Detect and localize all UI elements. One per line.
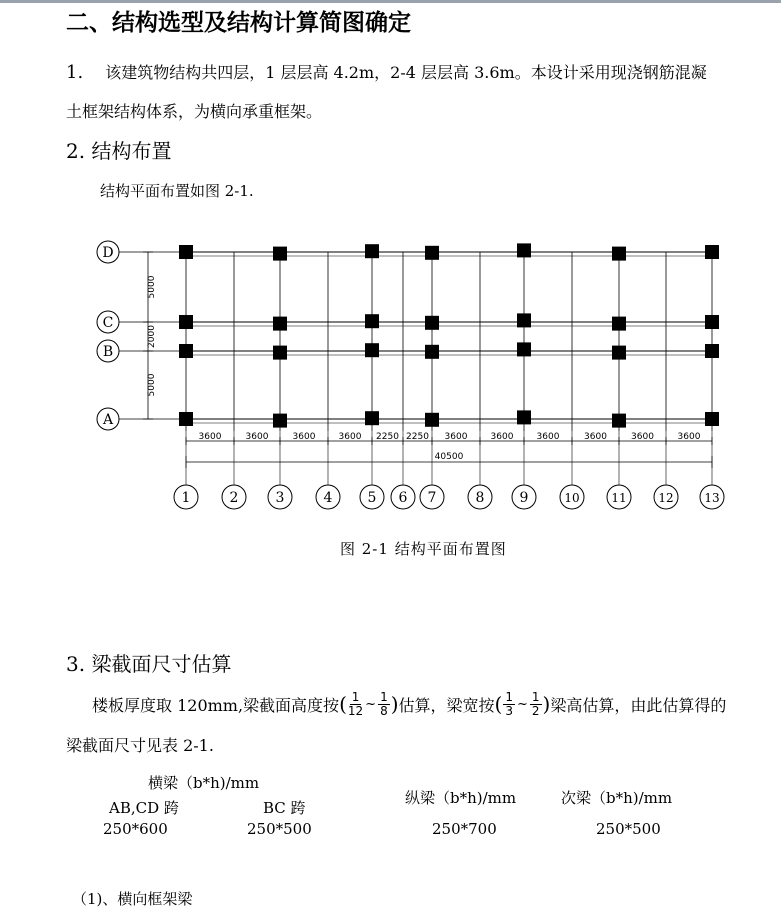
close-paren-2: ) <box>542 692 551 716</box>
bay-dimension-label-3: 3600 <box>292 432 316 442</box>
bay-dimension-label-10: 3600 <box>584 432 607 442</box>
section2-caption: 结构平面布置如图 2-1. <box>100 182 254 200</box>
row-axis-label-B: B <box>102 344 114 360</box>
structural-plan-drawing <box>90 230 740 520</box>
column-B-9 <box>517 342 531 356</box>
close-paren: ) <box>390 692 399 716</box>
section3-text-a: 楼板厚度取 120mm,梁截面高度按 <box>92 695 340 715</box>
row-dimension-label-1: 5000 <box>147 275 157 299</box>
column-C-3 <box>273 317 287 331</box>
column-D-13 <box>705 245 719 259</box>
column-C-13 <box>705 315 719 329</box>
col-axis-label-10: 10 <box>564 491 580 505</box>
section2-title: 2. 结构布置 <box>66 139 172 163</box>
section3-paragraph-line1 <box>92 684 726 724</box>
bay-dimension-label-2: 3600 <box>245 432 269 442</box>
col-axis-label-4: 4 <box>323 490 333 506</box>
column-A-9 <box>517 410 531 424</box>
fraction-1-8: $\frac{1}{8}$ <box>380 689 388 718</box>
item1-number: 1. <box>66 62 84 83</box>
col-axis-label-2: 2 <box>229 490 239 506</box>
fraction-1-3: $\frac{1}{3}$ <box>505 689 513 718</box>
open-paren: ( <box>339 692 347 716</box>
col-axis-label-7: 7 <box>427 490 437 506</box>
column-D-5 <box>365 244 379 258</box>
row-axis-label-C: C <box>102 315 114 331</box>
column-A-7 <box>425 413 439 427</box>
page-heading: 二、结构选型及结构计算简图确定 <box>66 10 411 36</box>
bay-dimension-label-9: 3600 <box>536 432 560 442</box>
tilde-2: ~ <box>516 696 528 712</box>
column-D-7 <box>425 246 439 260</box>
column-D-9 <box>517 243 531 257</box>
column-D-3 <box>273 247 287 261</box>
column-C-9 <box>517 313 531 327</box>
column-A-3 <box>273 414 287 428</box>
bay-dimension-label-1: 3600 <box>198 432 222 442</box>
section3-text-b: 估算，梁宽按 <box>398 695 495 715</box>
column-A-13 <box>705 412 719 426</box>
col-axis-label-1: 1 <box>181 490 191 506</box>
table-cell-ab-cd: 250*600 <box>103 820 168 838</box>
figure-caption: 图 2-1 结构平面布置图 <box>340 540 507 558</box>
fraction-1-2: $\frac{1}{2}$ <box>531 689 540 718</box>
column-D-11 <box>612 247 626 261</box>
col-axis-label-11: 11 <box>611 491 627 505</box>
section3-paragraph-line2: 梁截面尺寸见表 2-1. <box>66 736 214 755</box>
col-axis-label-8: 8 <box>475 490 485 506</box>
page-top-border <box>0 0 781 3</box>
column-A-5 <box>365 411 379 425</box>
item1-line1 <box>66 60 707 83</box>
bay-dimension-label-12: 3600 <box>677 432 701 442</box>
row-axis-label-A: A <box>102 412 114 428</box>
subheading-transverse-beam: （1)、横向框架梁 <box>72 890 193 908</box>
col-axis-label-5: 5 <box>367 490 377 506</box>
bay-dimension-label-11: 3600 <box>631 432 654 442</box>
table-header-longitudinal: 纵梁（b*h)/mm <box>405 789 517 807</box>
col-axis-label-6: 6 <box>398 490 408 506</box>
bay-dimension-label-4: 3600 <box>338 432 362 442</box>
column-C-5 <box>365 314 379 328</box>
col-axis-label-3: 3 <box>275 490 285 506</box>
column-B-13 <box>705 344 719 358</box>
table-cell-secondary: 250*500 <box>596 820 661 838</box>
row-dimension-label-3: 5000 <box>147 373 157 397</box>
fraction-1-12: $\frac{1}{12}$ <box>347 689 364 718</box>
section3-text-c: 梁高估算，由此估算得的 <box>550 695 727 715</box>
col-axis-label-9: 9 <box>519 490 529 506</box>
col-axis-label-13: 13 <box>704 491 720 505</box>
column-B-5 <box>365 343 379 357</box>
open-paren-2: ( <box>494 692 503 716</box>
table-cell-longitudinal: 250*700 <box>432 820 497 838</box>
table-cell-bc: 250*500 <box>247 820 312 838</box>
table-header-bc: BC 跨 <box>263 799 306 817</box>
table-header-ab-cd: AB,CD 跨 <box>109 799 179 817</box>
table-header-secondary: 次梁（b*h)/mm <box>561 789 673 807</box>
section3-title: 3. 梁截面尺寸估算 <box>66 652 232 676</box>
column-B-11 <box>612 346 626 360</box>
tilde: ~ <box>365 696 377 712</box>
col-axis-label-12: 12 <box>658 491 674 505</box>
row-dimension-label-2: 2000 <box>147 325 157 348</box>
total-dimension-label: 40500 <box>434 452 464 462</box>
bay-dimension-label-6: 2250 <box>406 432 429 442</box>
table-header-transverse: 横梁（b*h)/mm <box>148 774 260 792</box>
item1-text: 该建筑物结构共四层，1 层层高 4.2m，2-4 层层高 3.6m。本设计采用现浇钢筋混凝 <box>105 63 707 82</box>
bay-dimension-label-7: 3600 <box>444 432 468 442</box>
bay-dimension-label-8: 3600 <box>490 432 514 442</box>
column-B-7 <box>425 345 439 359</box>
row-axis-label-D: D <box>102 245 114 261</box>
bay-dimension-label-5: 2250 <box>376 432 399 442</box>
column-C-11 <box>612 317 626 331</box>
item1-line2: 土框架结构体系，为横向承重框架。 <box>66 102 323 121</box>
column-B-3 <box>273 346 287 360</box>
column-A-11 <box>612 414 626 428</box>
column-C-7 <box>425 316 439 330</box>
